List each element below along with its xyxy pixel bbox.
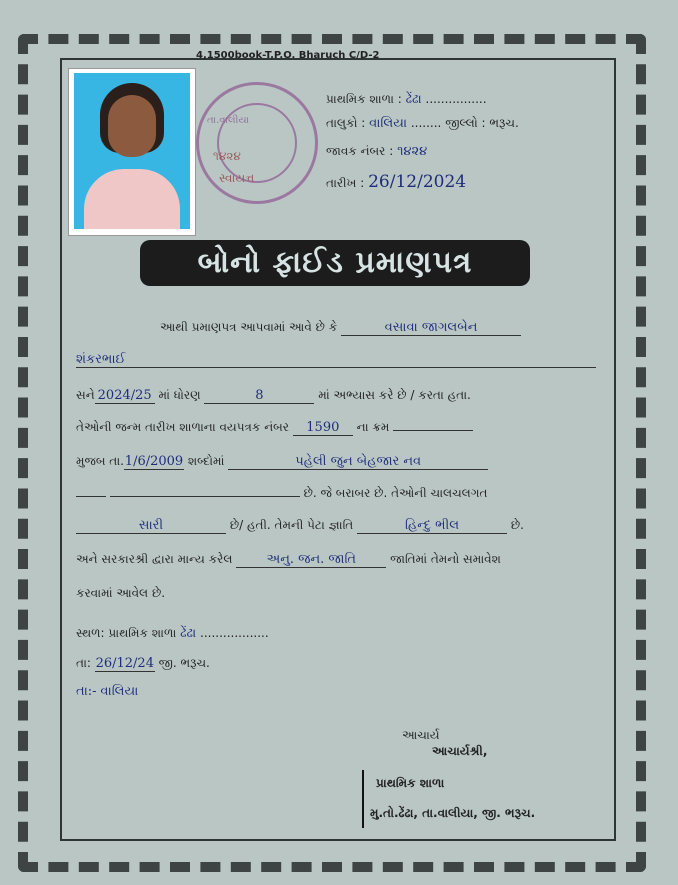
footer-taluka: તા:- વાલિયા <box>76 684 139 699</box>
principal-address: મુ.તો.ઢેંઢા, તા.વાલીયા, જી. ભરૂચ. <box>370 806 536 820</box>
header-taluka: તાલુકો : વાલિયા ........ જીલ્લો : ભરૂચ. <box>326 116 519 131</box>
principal-title: આચાર્યશ્રી, <box>432 744 488 758</box>
body-line-9: કરવામાં આવેલ છે. <box>76 586 166 600</box>
stamp-word: સ્વાયત્ત <box>219 171 255 185</box>
school-stamp <box>196 82 318 204</box>
header-school: પ્રાથમિક શાળા : ઢેંઢા ................ <box>326 92 487 107</box>
body-line-7: સારી છે/ હતી. તેમની પેટા જ્ઞાતિ હિન્દુ ભીલ છે. <box>76 518 524 534</box>
footer-date: તા: 26/12/24 જી. ભરૂચ. <box>76 656 210 671</box>
stamp-number: ૧૪૨૪ <box>213 149 241 163</box>
principal-school: પ્રાથમિક શાળા <box>376 776 445 790</box>
printer-line: 4,1500book-T.P.O. Bharuch C/D-2 <box>196 50 380 61</box>
body-line-3: સને 2024/25 માં ધોરણ 8 માં અભ્યાસ કરે છે / કરતા હતા. <box>76 388 471 403</box>
header-date: તારીખ : 26/12/2024 <box>326 172 467 192</box>
principal-signature: આચાર્ય <box>402 728 440 742</box>
footer-place: સ્થળ: પ્રાથમિક શાળા ઢેંઢા .................. <box>76 626 269 641</box>
body-line-5: મુજબ તા.1/6/2009 શબ્દોમાં પહેલી જુન બેહજાર નવ <box>76 454 488 470</box>
body-line-4: તેઓની જન્મ તારીખ શાળાના વયપત્રક નંબર 1590 ના ક્રમ <box>76 420 473 436</box>
body-line-8: અને સરકારશ્રી દ્વારા માન્ય કરેલ અનુ. જન. જાતિ જાતિમાં તેમનો સમાવેશ <box>76 552 501 567</box>
body-line-1: આથી પ્રમાણપત્ર આપવામાં આવે છે કે વસાવા જાગલબેન <box>160 320 521 336</box>
stamp-text: તા.વાલીયા <box>207 115 249 126</box>
photo-image <box>74 73 190 229</box>
signature-divider <box>362 770 364 828</box>
body-line-2: શંકરભાઈ <box>76 352 596 368</box>
certificate-title: બોનો ફાઈડ પ્રમાણપત્ર <box>140 240 530 286</box>
header-outward: જાવક નંબર : ૧૪૨૪ <box>326 144 428 159</box>
student-photo <box>68 68 196 236</box>
body-line-6: છે. જે બરાબર છે. તેઓની ચાલચલગત <box>76 486 487 501</box>
